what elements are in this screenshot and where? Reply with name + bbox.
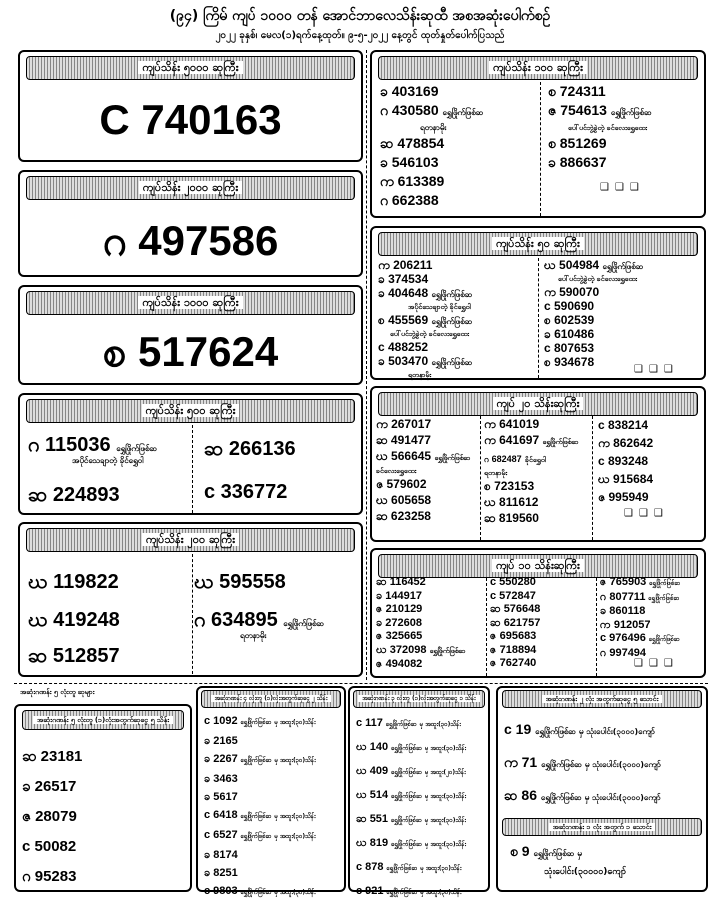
prize20-col2-list [484,416,578,526]
list-item: က 206211 [378,258,433,272]
list-item: ဃ 819 ရွှေဖြိုက်ဖြစ်ဆ မှ အထူး(၃၀)သိန်း [356,837,467,849]
list-item: က 641019 [484,417,540,431]
list-item: ဃ 140 ရွှေဖြိုက်ဖြစ်ဆ မှ အထူး(၃၀)သိန်း [356,741,467,753]
list-item: c 572847 [490,589,536,602]
prize10-box [370,548,706,678]
prize200-number: ဂ 634895 ရွှေဖြိုက်ဖြစ်ဆ [194,609,325,631]
list-item: ခ 374534 [378,272,429,286]
list-item: c 1092 ရွှေဖြိုက်ဖြစ်ဆ မှ အထူး(၃၀)သိန်း [204,715,316,727]
prize200-box [18,522,363,677]
list-item: c 6418 ရွှေဖြိုက်ဖြစ်ဆ မှ အထူး(၃၀)သိန်း [204,809,316,821]
list-item: ဂ 682487 ခိုင်ရွှေဝါ [484,454,546,464]
list-item: ဆ 576648 [490,603,541,615]
list-item: ခ 2267 ရွှေဖြိုက်ဖြစ်ဆ မှ အထူး(၃၀)သိန်း [204,753,316,765]
list-item: စ 724311 [548,83,606,99]
page-subtitle: ၂၀၂၂ ခုနှစ်၊ မေလ(၁)ရက်နေ့ထုတ်။ ၉-၅-၂၀၂၂ နေ့တွင် ထုတ်နှုတ်ပေါက်ပြသည် [215,30,505,41]
list-item-note: ရတနာမိုး [408,371,432,379]
bottom-col3-title: အဆုံးဂဏန်း ၃ လုံးတူ (၁)လုံးအတွက်ဆုငွေ ၁ သိန်း [353,690,485,708]
list-item: ခ 26517 [22,778,77,795]
bottom-col2-title: အဆုံးဂဏန်း ၄ လုံးတူ (၁)လုံးအတွက်ဆုငွေ ၂ သိန်း [201,690,341,708]
list-item: ဃ 566645 ရွှေဖြိုက်ဖြစ်ဆ [376,449,471,463]
prize100-squares: ❑❑❑ [600,182,645,193]
list-item: ခ 2165 [204,735,238,747]
list-item: က 862642 [598,436,654,450]
prize20-title: ကျပ် ၂၀ သိန်းဆုကြီး [378,392,698,416]
prize3-title: ကျပ်သိန်း ၁၀၀၀ ဆုကြီး [26,291,355,315]
list-item: ခ 8174 [204,849,238,861]
list-item: ဃ 372098 ရွှေဖြိုက်ဖြစ်ဆ [376,643,466,656]
list-item: c 838214 [598,418,649,432]
list-item: က 71 ရွှေဖြိုက်ဖြစ်ဆ မှ သုံးပေါင်း(၃၀၀၀)ကျော် [504,754,661,770]
list-item: ဃ 915684 [598,472,654,486]
list-item-note: ခင်လေးရွှေထေး [376,467,417,475]
prize500-number: c 336772 [204,481,288,503]
list-item: c 976496 ရွှေဖြိုက်ဖြစ်ဆ [600,632,680,644]
bottom-col2-box [196,686,346,897]
list-item: ဇ 762740 [490,657,537,669]
prize2-box [18,170,363,277]
prize1-number: C 740163 [99,96,282,143]
bottom-col1-box [14,704,192,892]
list-item: က 641697 ရွှေဖြိုက်ဖြစ်ဆ [484,433,579,447]
list-item: က 267017 [376,417,432,431]
list-item: c 9803 ရွှေဖြိုက်ဖြစ်ဆ မှ အထူး(၃၀)သိန်း [204,885,316,897]
bottom-col4-list [504,714,661,813]
prize20-col1-list [376,416,470,524]
list-item-note: ပေါ်ပင်ဘွဲ့ခွဲတဲ့ ခင်လေးရွှေထေး [390,330,470,338]
prize500-number: ဆ 224893 [28,484,120,506]
list-item: ဆ 623258 [376,509,431,523]
list-item: ဂ 430580 ရွှေဖြိုက်ဖြစ်ဆ [380,102,484,118]
list-item-note: ရတနာမိုး [484,469,508,477]
prize50-right-list [544,258,643,369]
list-item: c 921 ရွှေဖြိုက်ဖြစ်ဆ မှ အထူး(၃၀)သိန်း [356,885,462,897]
prize100-title: ကျပ်သိန်း ၁၀၀ ဆုကြီး [378,56,698,80]
list-item: c 878 ရွှေဖြိုက်ဖြစ်ဆ မှ အထူး(၃၀)သိန်း [356,861,462,873]
list-item: က 590070 [544,285,600,299]
list-item-note: ရတနာမိုး [420,123,447,132]
bottom-col4-title: အဆုံးဂဏန်း ၂ လုံး အတွက်ဆုငွေ ၅ သောင်း [502,690,702,708]
prize10-col2-list [490,576,540,671]
list-item: ခ 546103 [380,154,439,170]
list-item: ဃ 409 ရွှေဖြိုက်ဖြစ်ဆ မှ အထူး(၂၀)သိန်း [356,765,466,777]
prize10-col1-list [376,576,465,672]
list-item: ဆ 819560 [484,511,539,525]
bottom-col3-list [356,712,466,904]
list-item: စ 934678 [544,355,595,369]
prize10-title: ကျပ် ၁၀ သိန်းဆုကြီး [378,554,698,578]
list-item: ဃ 605658 [376,493,432,507]
list-item: ဆ 621757 [490,616,541,629]
list-item: ဂ 997494 [600,646,647,659]
list-item: ခ 860118 [600,605,646,617]
list-item: ဆ 86 ရွှေဖြိုက်ဖြစ်ဆ မှ သုံးပေါင်း(၃၀၀၀)ကျော် [504,787,661,803]
prize50-squares: ❑❑❑ [634,364,679,375]
list-item: ခ 404648 ရွှေဖြိုက်ဖြစ်ဆ [378,286,473,300]
prize20-box [370,386,706,542]
list-item-note: ပေါ်ပင်ဘွဲ့ခွဲတဲ့ ခင်လေးရွှေထေး [558,275,638,283]
list-item: c 893248 [598,454,649,468]
prize100-right-list [548,82,652,172]
list-item: ဆ 478854 [380,135,445,151]
bottom-col3-box [348,686,490,897]
list-item: ဃ 514 ရွှေဖြိုက်ဖြစ်ဆ မှ အထူး(၃၀)သိန်း [356,789,467,801]
list-item: c 488252 [378,340,429,354]
prize50-title: ကျပ်သိန်း ၅၀ ဆုကြီး [378,232,698,256]
list-item: c 117 ရွှေဖြိုက်ဖြစ်ဆ မှ အထူး(၃၀)သိန်း [356,717,461,729]
list-item: ဆ 491477 [376,433,431,447]
prize500-box [18,393,363,515]
prize100-box [370,50,706,218]
prize100-left-list [380,82,483,210]
list-item: က 613389 [380,173,445,189]
prize2-title: ကျပ်သိန်း ၂၀၀၀ ဆုကြီး [26,176,355,200]
bottom-col4b-title: အဆုံးဂဏန်း ၁ လုံး အတွက် ၁ သောင်း [502,818,702,836]
prize200-title: ကျပ်သိန်း ၂၀၀ ဆုကြီး [26,528,355,552]
page-title: (၉၄) ကြိမ် ကျပ် ၁၀၀၀ တန် အောင်ဘာလေသိန်းဆုထီ အစအဆုံးပေါက်စဉ် [169,8,551,24]
list-item: ဇ 28079 [22,808,77,825]
bottom-col1-title: အဆုံးဂဏန်း ၅ လုံးတူ (၁)လုံးအတွက်ဆုငွေ ၅ သိန်း [22,710,184,730]
list-item: ခ 272608 [376,616,422,629]
bottom-col2-list [204,712,316,902]
bottom-col4b-number: စ 9 ရွှေဖြိုက်ဖြစ်ဆ မှ [510,843,582,859]
list-item: ခ 144917 [376,589,422,602]
prize1-title: ကျပ်သိန်း ၅၀၀၀ ဆုကြီး [26,56,355,80]
prize10-squares: ❑❑❑ [634,658,679,669]
list-item: ခ 5617 [204,791,238,803]
bottom-col1-top: အဆုံးဂဏန်း ၅ လုံးတူ ဆုများ [20,688,95,696]
list-item: ခ 886637 [548,154,607,170]
prize3-number: စ 517624 [102,328,279,375]
prize20-col3-list [598,416,653,506]
list-item: ဂ 662388 [380,192,439,208]
list-item: c 6527 ရွှေဖြိုက်ဖြစ်ဆ မှ အထူး(၃၀)သိန်း [204,829,316,841]
prize3-box [18,285,363,385]
prize10-col3-list [600,576,680,660]
list-item: စ 602539 [544,313,595,327]
prize1-box [18,50,363,162]
list-item: ဆ 551 ရွှေဖြိုက်ဖြစ်ဆ မှ အထူး(၃၀)သိန်း [356,813,466,825]
prize500-number: ဆ 266136 [204,438,296,460]
list-item: ဇ 494082 [376,658,423,670]
list-item: ဇ 718894 [490,643,537,656]
list-item: ခ 610486 [544,327,595,341]
prize500-note: အပိုင်သေချာတဲ့ ခိုင်ရွှေဝါ [72,456,144,465]
list-item: စ 455569 ရွှေဖြိုက်ဖြစ်ဆ [378,313,473,327]
prize2-number: ဂ 497586 [102,217,279,264]
list-item-note: အပိုင်သေချာတဲ့ ခိုင်ရွှေဝါ [408,303,471,311]
list-item-note: ပေါ်ပင်ဘွဲ့ခွဲတဲ့ ခင်လေးရွှေထေး [568,124,648,132]
list-item: စ 723153 [484,479,535,493]
prize50-left-list [378,258,472,380]
list-item: ဂ 95283 [22,868,77,885]
list-item: ဇ 579602 [376,477,427,491]
prize200-note: ရတနာမိုး [240,631,267,640]
list-item: ဂ 807711 ရွှေဖြိုက်ဖြစ်ဆ [600,590,680,603]
list-item: ဇ 325665 [376,630,423,642]
list-item: ဇ 995949 [598,490,649,504]
bottom-col4-box [496,686,708,892]
prize50-box [370,226,706,380]
list-item: ခ 403169 [380,83,439,99]
list-item: c 19 ရွှေဖြိုက်ဖြစ်ဆ မှ သုံးပေါင်း(၃၀၀၀)ကျော် [504,721,655,737]
list-item: ဇ 754613 ရွှေဖြိုက်ဖြစ်ဆ [548,102,652,118]
prize200-number: ဃ 419248 [28,609,120,631]
list-item: c 590690 [544,299,595,313]
list-item: ဆ 23181 [22,748,83,765]
prize200-number: ဃ 119822 [28,571,119,593]
list-item: ခ 503470 ရွှေဖြိုက်ဖြစ်ဆ [378,354,473,368]
list-item: စ 851269 [548,135,607,151]
list-item: c 50082 [22,838,77,855]
list-item: ဇ 765903 ရွှေဖြိုက်ဖြစ်ဆ [600,576,681,588]
list-item: ဆ 116452 [376,576,426,588]
list-item: c 550280 [490,576,536,588]
list-item: c 807653 [544,341,595,355]
prize200-number: ဃ 595558 [194,571,286,593]
list-item: ခ 3463 [204,773,238,785]
list-item: ဃ 811612 [484,495,539,509]
bottom-col1-list [22,742,82,892]
prize200-number: ဆ 512857 [28,645,120,667]
list-item: ဇ 210129 [376,603,423,615]
list-item: က 912057 [600,618,651,631]
list-item: ခ 8251 [204,867,238,879]
list-item: ဇ 695683 [490,630,537,642]
prize500-title: ကျပ်သိန်း ၅၀၀ ဆုကြီး [26,399,355,423]
bottom-col4b-note: သုံးပေါင်း(၃၀၀၀၀)ကျော် [544,867,627,877]
prize20-squares: ❑❑❑ [624,508,669,519]
list-item: ဃ 504984 ရွှေဖြိုက်ဖြစ်ဆ [544,258,644,272]
prize500-number: ဂ 115036 ရွှေဖြိုက်ဖြစ်ဆ [28,434,158,456]
